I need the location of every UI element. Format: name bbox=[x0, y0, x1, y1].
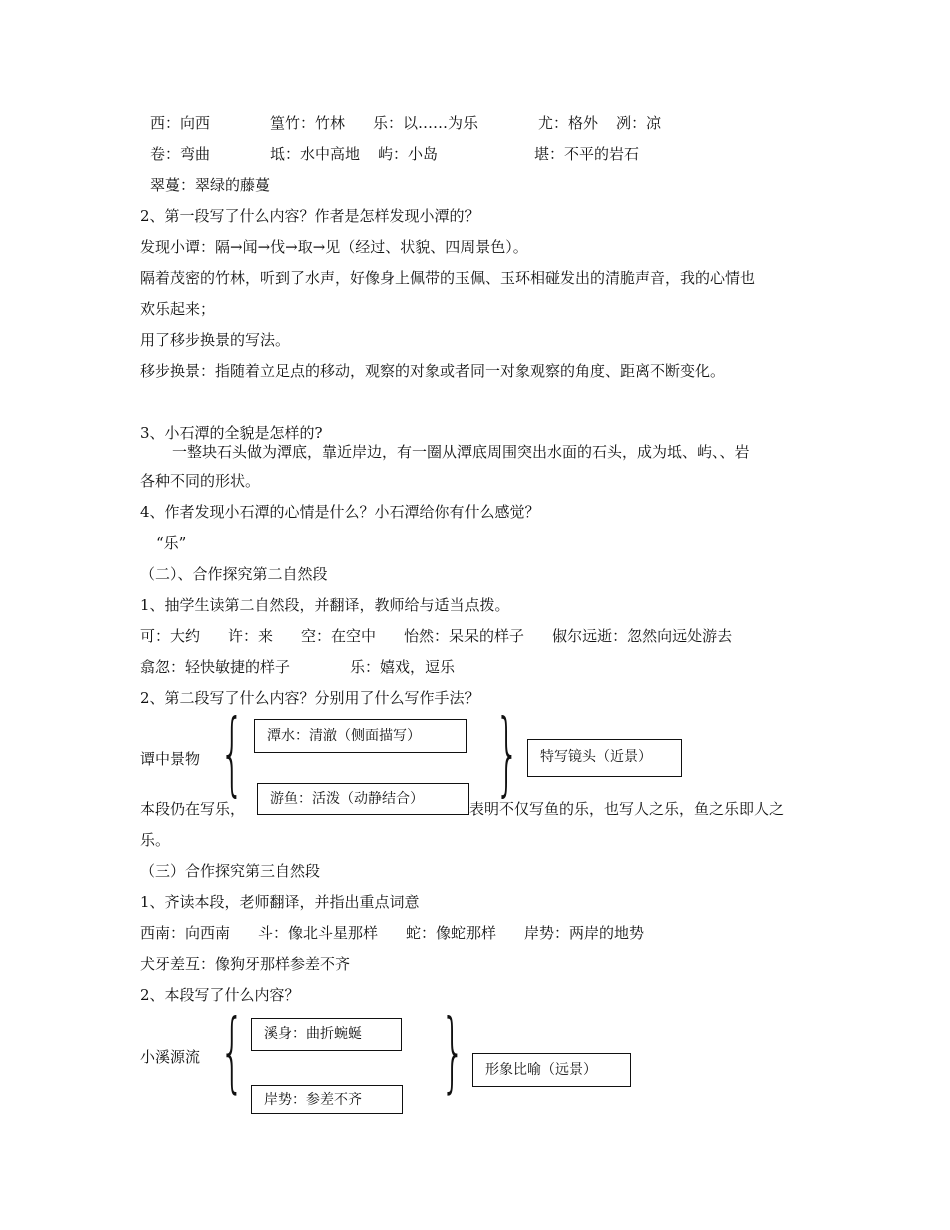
vocab-item: 坻：水中高地 bbox=[270, 145, 361, 163]
right-brace-icon: } bbox=[441, 1001, 466, 1103]
question-4: 4、作者发现小石潭的心情是什么？小石潭给你有什么感觉？ bbox=[140, 503, 540, 521]
diagram-label: 谭中景物 bbox=[140, 750, 201, 768]
question-2: 2、第一段写了什么内容？作者是怎样发现小潭的？ bbox=[140, 207, 480, 225]
vocab-item: 尤：格外 bbox=[538, 114, 599, 132]
method-line: 用了移步换景的写法。 bbox=[140, 331, 291, 349]
answer-line: 各种不同的形状。 bbox=[140, 472, 261, 490]
vocab-row bbox=[140, 656, 455, 678]
vocab-item: 堪：不平的岩石 bbox=[534, 145, 640, 163]
vocab-row bbox=[140, 625, 732, 647]
vocab-item: 西：向西 bbox=[150, 114, 211, 132]
question-line: 2、本段写了什么内容？ bbox=[140, 986, 300, 1004]
vocab-item: 空：在空中 bbox=[301, 627, 377, 645]
summary-line: 本段仍在写乐， bbox=[140, 800, 246, 818]
diagram-top-box: 潭水：清澈（侧面描写） bbox=[254, 719, 467, 753]
vocab-item: 许：来 bbox=[228, 627, 274, 645]
paragraph-line: 隔着茂密的竹林，听到了水声，好像身上佩带的玉佩、玉环相碰发出的清脆声音，我的心情也 bbox=[140, 269, 756, 287]
left-brace-icon: { bbox=[220, 699, 245, 806]
task-line: 1、抽学生读第二自然段，并翻译，教师给与适当点拨。 bbox=[140, 596, 510, 614]
task-line: 1、齐读本段，老师翻译，并指出重点词意 bbox=[140, 893, 420, 911]
vocab-item: 俶尔远逝：忽然向远处游去 bbox=[552, 627, 733, 645]
vocab-row: 犬牙差互：像狗牙那样参差不齐 bbox=[140, 955, 351, 973]
vocab-item: 乐：以……为乐 bbox=[373, 114, 479, 132]
vocab-item: 翕忽：轻快敏捷的样子 bbox=[140, 658, 291, 676]
summary-line: 乐。 bbox=[140, 831, 171, 849]
vocab-row-2 bbox=[150, 143, 639, 165]
vocab-item: 卷：弯曲 bbox=[150, 145, 211, 163]
paragraph-line: 欢乐起来； bbox=[140, 300, 216, 318]
question-line: 2、第二段写了什么内容？分别用了什么写作手法？ bbox=[140, 689, 480, 707]
diagram-bottom-box: 游鱼：活泼（动静结合） bbox=[257, 783, 469, 815]
vocab-item: 冽：凉 bbox=[616, 114, 662, 132]
vocab-row bbox=[140, 922, 644, 944]
answer-line: “乐” bbox=[156, 534, 187, 552]
discover-sequence: 发现小谭：隔→闻→伐→取→见（经过、状貌、四周景色）。 bbox=[140, 238, 528, 256]
vocab-item: 屿：小岛 bbox=[378, 145, 439, 163]
vocab-item: 可：大约 bbox=[140, 627, 201, 645]
summary-line: 表明不仅写鱼的乐，也写人之乐，鱼之乐即人之 bbox=[469, 800, 785, 818]
vocab-item: 怡然：呆呆的样子 bbox=[404, 627, 525, 645]
vocab-item: 西南：向西南 bbox=[140, 924, 231, 942]
diagram-bottom-box: 岸势：参差不齐 bbox=[251, 1085, 403, 1114]
question-3: 3、小石潭的全貌是怎样的? bbox=[140, 424, 323, 442]
diagram-result-box: 特写镜头（近景） bbox=[527, 739, 682, 777]
vocab-item: 乐：嬉戏，逗乐 bbox=[350, 658, 456, 676]
definition-line: 移步换景：指随着立足点的移动，观察的对象或者同一对象观察的角度、距离不断变化。 bbox=[140, 362, 726, 380]
diagram-result-box: 形象比喻（远景） bbox=[472, 1053, 631, 1087]
diagram-label: 小溪源流 bbox=[140, 1048, 201, 1066]
vocab-item: 岸势：两岸的地势 bbox=[524, 924, 645, 942]
vocab-row-3: 翠蔓：翠绿的藤蔓 bbox=[150, 176, 271, 194]
section-heading: （二）、合作探究第二自然段 bbox=[140, 565, 328, 583]
section-heading: （三）合作探究第三自然段 bbox=[140, 862, 321, 880]
vocab-item: 篁竹：竹林 bbox=[270, 114, 346, 132]
vocab-item: 蛇：像蛇那样 bbox=[406, 924, 497, 942]
diagram-top-box: 溪身：曲折蜿蜒 bbox=[251, 1018, 402, 1051]
answer-line: 一整块石头做为潭底，靠近岸边，有一圈从潭底周围突出水面的石头，成为坻、屿、、岩 bbox=[172, 443, 750, 461]
left-brace-icon: { bbox=[220, 1001, 245, 1103]
vocab-item: 斗：像北斗星那样 bbox=[258, 924, 379, 942]
vocab-row-1 bbox=[150, 112, 661, 134]
right-brace-icon: } bbox=[495, 699, 520, 806]
